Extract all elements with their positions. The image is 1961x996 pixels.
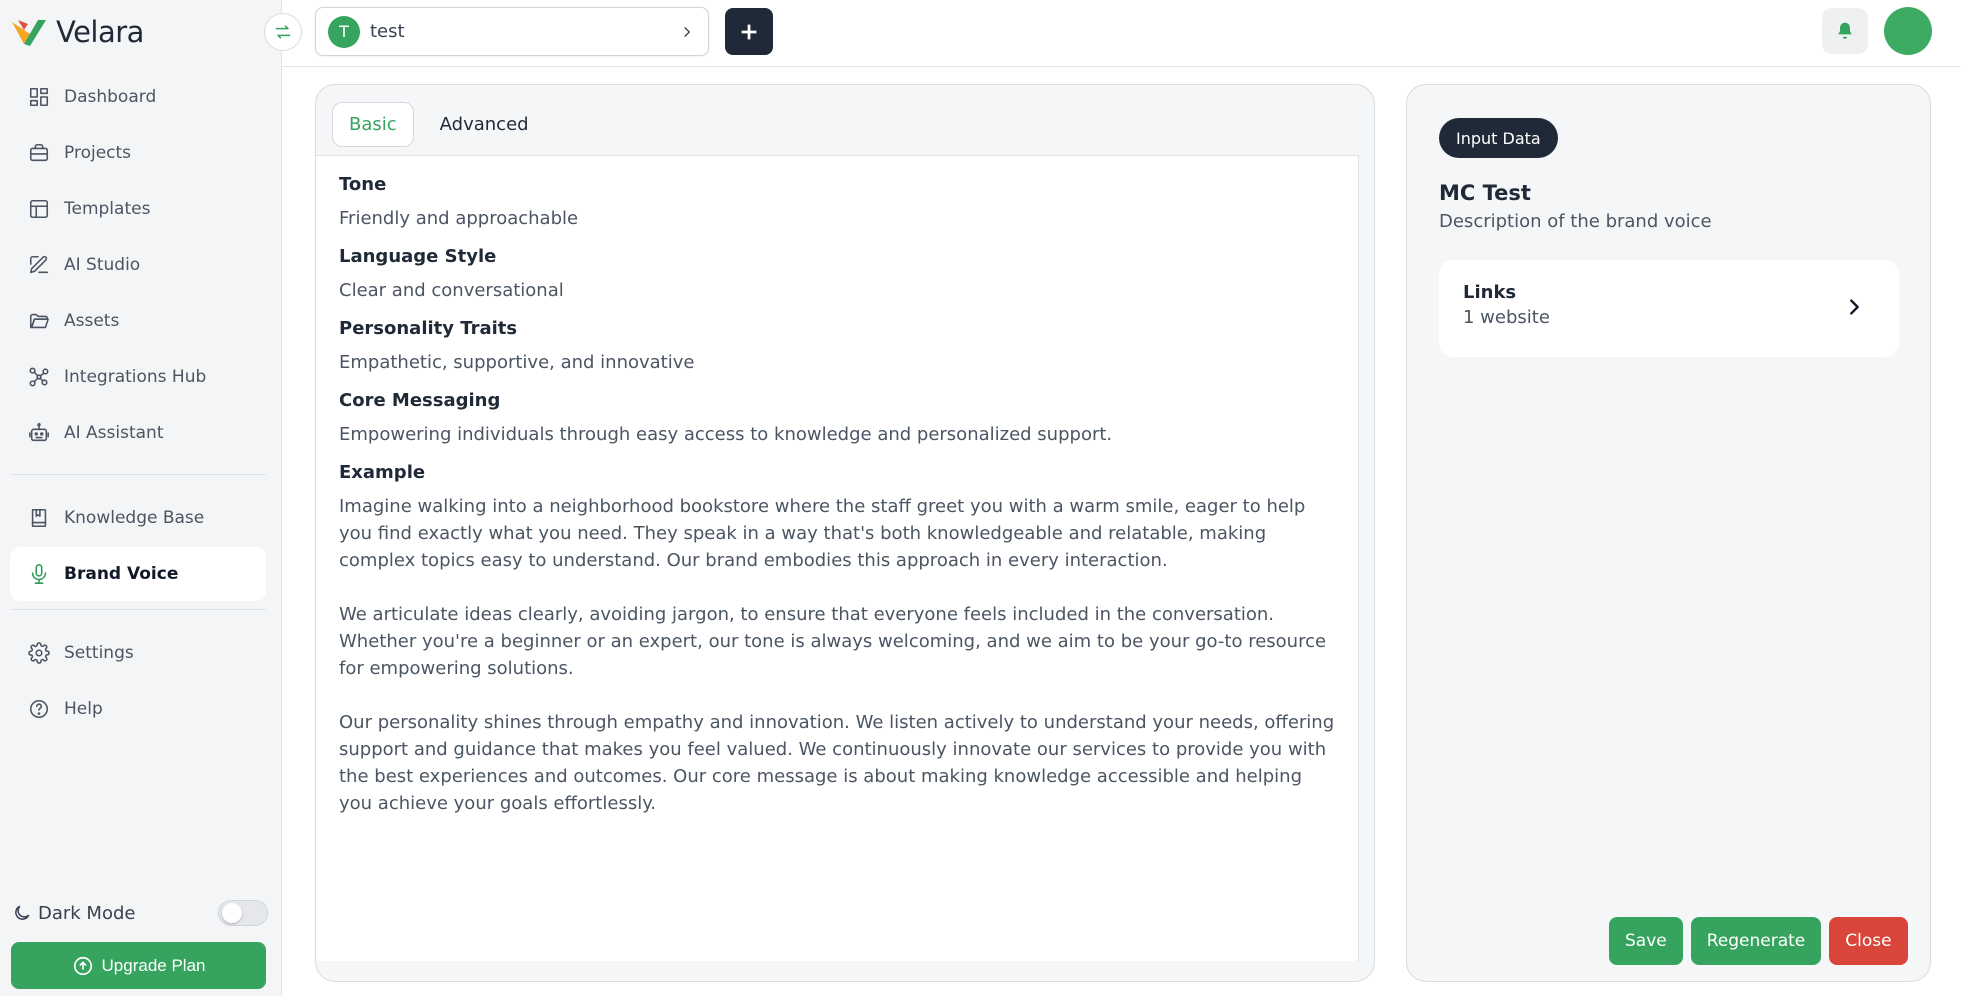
brand-voice-description: Description of the brand voice [1439, 211, 1712, 232]
sidebar-item-brand-voice[interactable] [10, 547, 266, 601]
section-value: Empathetic, supportive, and innovative [339, 352, 695, 373]
bell-icon [1835, 21, 1855, 41]
section-value: Clear and conversational [339, 280, 564, 301]
input-data-card [1406, 84, 1931, 982]
section-title: Language Style [339, 246, 497, 267]
sidebar-nav [10, 70, 266, 738]
section-value: Friendly and approachable [339, 208, 579, 229]
sidebar-item-dashboard[interactable] [10, 70, 266, 124]
sidebar-divider [10, 474, 266, 475]
brand-voice-content [315, 84, 1375, 982]
example-title: Example [339, 462, 426, 483]
toggle-knob [222, 903, 242, 923]
links-title: Links [1463, 282, 1517, 303]
table-icon [28, 198, 50, 220]
section-title: Personality Traits [339, 318, 518, 339]
gear-icon [28, 642, 50, 664]
book-icon [28, 507, 50, 529]
briefcase-icon [28, 142, 50, 164]
chevron-right-icon [1843, 296, 1865, 318]
folder-icon [28, 310, 50, 332]
sidebar-item-label: Help [64, 699, 103, 719]
sidebar [0, 0, 282, 996]
section-value: Empowering individuals through easy access to knowledge and personalized support. [339, 424, 1113, 445]
sidebar-item-label: Assets [64, 311, 120, 331]
microphone-icon [28, 563, 50, 585]
swap-arrows-icon [273, 22, 293, 42]
basic-panel [316, 155, 1359, 961]
upgrade-plan-label: Upgrade Plan [101, 955, 206, 975]
brand-name: Velara [56, 15, 144, 49]
regenerate-button[interactable]: Regenerate [1691, 917, 1822, 965]
sidebar-switch-button[interactable] [264, 13, 302, 51]
project-name: test [370, 21, 405, 42]
dark-mode-toggle[interactable] [218, 900, 268, 926]
example-paragraph: Our personality shines through empathy and innovation. We listen actively to understand your needs, offering support and guidance that makes you feel valued. We continuously innovate our services to provide you with the best experiences and outcomes. Our core message is about making knowledge accessible and helping you achieve your goals effortlessly. [339, 712, 1335, 814]
links-card[interactable] [1439, 260, 1899, 357]
topbar [282, 0, 1961, 67]
example-paragraph: We articulate ideas clearly, avoiding jargon, to ensure that everyone feels included in the conversation. Whether you're a beginner or an expert, our tone is always welcoming, and we aim to be your go-to resource for empowering solutions. [339, 604, 1327, 679]
section-title: Tone [339, 174, 387, 195]
dark-mode-text: Dark Mode [38, 902, 136, 924]
dashboard-icon [28, 86, 50, 108]
sidebar-item-label: Projects [64, 143, 132, 163]
sidebar-item-settings[interactable] [10, 626, 266, 680]
sidebar-item-label: Brand Voice [64, 564, 179, 584]
project-avatar: T [328, 16, 360, 48]
sidebar-item-label: AI Assistant [64, 423, 164, 443]
input-data-badge: Input Data [1439, 118, 1558, 158]
plus-icon [738, 21, 760, 43]
sidebar-item-label: Settings [64, 643, 134, 663]
velara-logo-icon [10, 16, 48, 48]
robot-icon [28, 422, 50, 444]
help-icon [28, 698, 50, 720]
sidebar-item-projects[interactable] [10, 126, 266, 180]
sidebar-item-assets[interactable] [10, 294, 266, 348]
links-count: 1 website [1463, 307, 1550, 328]
dark-mode-label [12, 903, 135, 924]
example-paragraph: Imagine walking into a neighborhood bookstore where the staff greet you with a warm smile, eager to help you find exactly what you need. They speak in a way that's both knowledgeable and relatable, making complex topics easy to understand. Our brand embodies this approach in every interaction. [339, 496, 1306, 571]
sidebar-item-integrations-hub[interactable] [10, 350, 266, 404]
sidebar-item-label: AI Studio [64, 255, 141, 275]
sidebar-item-help[interactable] [10, 682, 266, 736]
sidebar-item-label: Knowledge Base [64, 508, 205, 528]
sidebar-divider [10, 609, 266, 610]
user-avatar[interactable] [1884, 7, 1932, 55]
notifications-button[interactable] [1822, 8, 1868, 54]
close-button[interactable]: Close [1829, 917, 1907, 965]
sidebar-item-label: Dashboard [64, 87, 157, 107]
network-icon [28, 366, 50, 388]
sidebar-item-knowledge-base[interactable] [10, 491, 266, 545]
sidebar-item-label: Integrations Hub [64, 367, 207, 387]
tab-basic[interactable]: Basic [332, 102, 414, 147]
pen-icon [28, 254, 50, 276]
sidebar-item-templates[interactable] [10, 182, 266, 236]
project-selector[interactable] [315, 7, 709, 56]
dark-mode-row [12, 898, 268, 928]
sidebar-item-ai-studio[interactable] [10, 238, 266, 292]
sidebar-item-label: Templates [64, 199, 151, 219]
tab-advanced[interactable]: Advanced [439, 114, 529, 135]
upgrade-plan-button[interactable] [11, 942, 266, 989]
save-button[interactable]: Save [1609, 917, 1683, 965]
section-title: Core Messaging [339, 390, 501, 411]
sidebar-item-ai-assistant[interactable] [10, 406, 266, 460]
arrow-up-circle-icon [72, 955, 94, 977]
tab-bar [332, 102, 545, 147]
brand-voice-title: MC Test [1439, 181, 1531, 205]
moon-icon [12, 903, 32, 923]
add-project-button[interactable] [725, 8, 773, 55]
brand[interactable] [10, 14, 144, 50]
action-buttons [1609, 917, 1908, 965]
chevron-right-icon [678, 23, 696, 41]
